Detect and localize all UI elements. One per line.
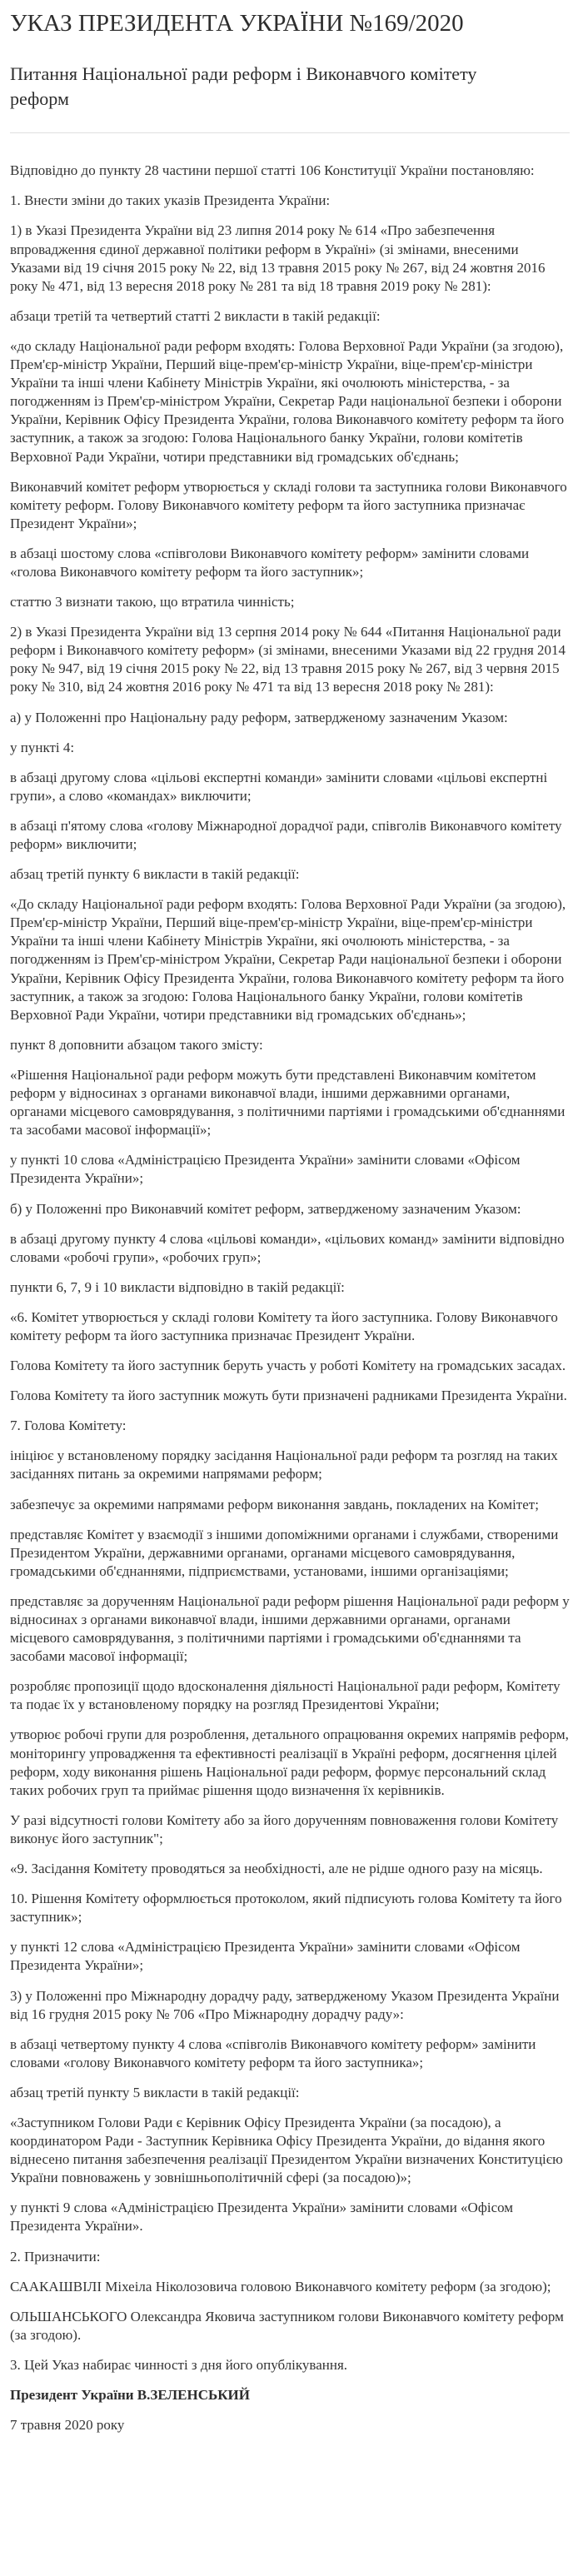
paragraph: забезпечує за окремими напрямами реформ виконання завдань, покладених на Комітет; [10, 1496, 539, 1512]
paragraph: «Рішення Національної ради реформ можуть бути представлені Виконавчим комітетом реформ у відносинах з органами виконавчої влади, іншими державними органами, органами місцевого самоврядування, з політичними партіями і громадськими об'єднаннями та засобами масової інформації»; [10, 1066, 566, 1139]
paragraph: абзаци третій та четвертий статті 2 викласти в такій редакції: [10, 307, 381, 324]
paragraph: 1) в Указі Президента України від 23 липня 2014 року № 614 «Про забезпечення впровадження єдиної державної політики реформ в Україні» (зі змінами, внесеними Указами від 19 січня 2015 року № 22, від 13 травня 2015 року № 267, від 24 жовтня 2016 року № 471, від 13 вересня 2018 року № 281 та від 18 травня 2019 року № 281): [10, 222, 546, 294]
paragraph: пункти 6, 7, 9 і 10 викласти відповідно в такій редакції: [10, 1278, 345, 1295]
paragraph: пункт 8 доповнити абзацом такого змісту: [10, 1036, 263, 1053]
decree-title: УКАЗ ПРЕЗИДЕНТА УКРАЇНИ №169/2020 [10, 10, 464, 37]
paragraph: ОЛЬШАНСЬКОГО Олександра Яковича заступником голови Виконавчого комітету реформ (за згодою). [10, 2308, 564, 2343]
paragraph: розробляє пропозиції щодо вдосконалення діяльності Національної ради реформ, Комітету та подає їх у встановленому порядку на розгляд Президентові України; [10, 1678, 561, 1713]
paragraph: У разі відсутності голови Комітету або за його дорученням повноваження голови Комітету виконує його заступник"; [10, 1811, 559, 1846]
paragraph: 10. Рішення Комітету оформлюється протоколом, який підписують голова Комітету та його заступник»; [10, 1891, 562, 1926]
paragraph: у пункті 4: [10, 739, 75, 755]
paragraph: а) у Положенні про Національну раду реформ, затвердженому зазначеним Указом: [10, 709, 508, 725]
paragraph: утворює робочі групи для розроблення, детального опрацювання окремих напрямів реформ, моніторингу упровадження та ефективності реалізації в Україні реформ, досягнення цілей реформ, ходу виконання рішень Національної ради реформ, формує персональний склад таких робочих груп та приймає рішення щодо визначення їх керівників. [10, 1726, 569, 1798]
paragraph: 2) в Указі Президента України від 13 серпня 2014 року № 644 «Питання Національної ради реформ і Виконавчого комітету реформ» (зі змінами, внесеними Указами від 22 грудня 2014 року № 947, від 19 січня 2015 року № 22, від 13 травня 2015 року № 267, від 3 червня 2015 року № 310, від 24 жовтня 2016 року № 471 та від 13 вересня 2018 року № 281): [10, 624, 566, 695]
paragraph: 3. Цей Указ набирає чинності з дня його опублікування. [10, 2356, 348, 2373]
paragraph: в абзаці шостому слова «співголови Виконавчого комітету реформ» замінити словами «голова Виконавчого комітету реформ та його заступник»; [10, 545, 530, 580]
paragraph: 1. Внести зміни до таких указів Президента України: [10, 192, 331, 209]
paragraph: абзац третій пункту 6 викласти в такій редакції: [10, 866, 300, 883]
paragraph: «до складу Національної ради реформ входять: Голова Верховної Ради України (за згодою), Прем'єр-міністр України, Перший віце-прем'єр-міністр України, віце-прем'єр-міністри України та інші члени Кабінету Міністрів України, які очолюють міністерства, - за погодженням із Прем'єр-міністром України, Секретар Ради національної безпеки і оборони України, Керівник Офісу Президента України, голова Виконавчого комітету реформ та його заступник, а також за згодою: Голова Національного банку України, голови комітетів Верховної Ради України, чотири представники від громадських об'єднань; [10, 337, 565, 465]
paragraph: Виконавчий комітет реформ утворюється у складі голови та заступника голови Виконавчого комітету реформ. Голову Виконавчого комітету реформ та його заступника призначає Президент України»; [10, 478, 567, 531]
paragraph: 3) у Положенні про Міжнародну дорадчу раду, затвердженому Указом Президента України від 16 грудня 2015 року № 706 «Про Міжнародну дорадчу раду»: [10, 1987, 560, 2022]
paragraph: в абзаці п'ятому слова «голову Міжнародної дорадчої ради, співголів Виконавчого комітету реформ» виключити; [10, 817, 562, 852]
paragraph: у пункті 9 слова «Адміністрацією Президента України» замінити словами «Офісом Президента України». [10, 2200, 514, 2235]
paragraph: представляє Комітет у взаємодії з іншими допоміжними органами і службами, створеними Президентом України, державними органами, органами місцевого самоврядування, громадськими об'єднаннями, підприємствами, установами, іншими організаціями; [10, 1526, 559, 1579]
paragraph: 2. Призначити: [10, 2248, 101, 2265]
paragraph: представляє за дорученням Національної ради реформ рішення Національної ради реформ у відносинах з органами виконавчої влади, іншими державними органами, органами місцевого самоврядування, з політичними партіями і громадськими об'єднаннями та засобами масової інформації; [10, 1592, 570, 1665]
paragraph: в абзаці другому слова «цільові експертні команди» замінити словами «цільові експертні групи», а слово «командах» виключити; [10, 769, 548, 804]
date-line: 7 травня 2020 року [10, 2417, 125, 2434]
decree-body [10, 162, 570, 2374]
paragraph: б) у Положенні про Виконавчий комітет реформ, затвердженому зазначеним Указом: [10, 1200, 521, 1217]
divider [10, 132, 570, 133]
paragraph: ініціює у встановленому порядку засідання Національної ради реформ та розгляд на таких засіданнях питань за окремими напрямами реформ; [10, 1447, 558, 1482]
paragraph: СААКАШВІЛІ Міхеіла Ніколозовича головою Виконавчого комітету реформ (за згодою); [10, 2278, 551, 2294]
paragraph: «6. Комітет утворюється у складі голови Комітету та його заступника. Голову Виконавчого комітету реформ та його заступника призначає Президент України. [10, 1308, 558, 1343]
decree-subtitle: Питання Національної ради реформ і Виконавчого комітету реформ [10, 62, 477, 110]
paragraph: «Заступником Голови Ради є Керівник Офісу Президента України (за посадою), а координатором Ради - Заступник Керівника Офісу Президента України, до відання якого віднесено питання забезпечення реалізації Президентом України визначених Конституцією України повноважень у зовнішньополітичній сфері (за посадою)»; [10, 2114, 563, 2186]
paragraph: Відповідно до пункту 28 частини першої статті 106 Конституції України постановляю: [10, 162, 535, 179]
paragraph: Голова Комітету та його заступник можуть бути призначені радниками Президента України. [10, 1388, 567, 1404]
paragraph: «До складу Національної ради реформ входять: Голова Верховної Ради України (за згодою), Прем'єр-міністр України, Перший віце-прем'єр-міністр України, віце-прем'єр-міністри України та інші члени Кабінету Міністрів України, які очолюють міністерства, - за погодженням із Прем'єр-міністром України, Секретар Ради національної безпеки і оборони України, Керівник Офісу Президента України, голова Виконавчого комітету реформ та його заступник, а також за згодою: Голова Національного банку України, голови комітетів Верховної Ради України, чотири представники від громадських об'єднань»; [10, 896, 566, 1023]
paragraph: 7. Голова Комітету: [10, 1418, 127, 1434]
paragraph: статтю 3 визнати такою, що втратила чинність; [10, 594, 295, 610]
paragraph: в абзаці четвертому пункту 4 слова «співголів Виконавчого комітету реформ» замінити словами «голову Виконавчого комітету реформ та його заступника»; [10, 2035, 536, 2070]
paragraph: абзац третій пункту 5 викласти в такій редакції: [10, 2084, 300, 2100]
paragraph: у пункті 10 слова «Адміністрацією Президента України» замінити словами «Офісом Президента України»; [10, 1152, 521, 1187]
paragraph: Голова Комітету та його заступник беруть участь у роботі Комітету на громадських засадах. [10, 1358, 566, 1374]
paragraph: у пункті 12 слова «Адміністрацією Президента України» замінити словами «Офісом Президента України»; [10, 1939, 521, 1974]
signature-line: Президент України В.ЗЕЛЕНСЬКИЙ [10, 2387, 250, 2403]
paragraph: в абзаці другому пункту 4 слова «цільові команди», «цільових команд» замінити відповідно словами «робочі групи», «робочих груп»; [10, 1230, 565, 1265]
paragraph: «9. Засідання Комітету проводяться за необхідності, але не рідше одного разу на місяць. [10, 1861, 543, 1877]
